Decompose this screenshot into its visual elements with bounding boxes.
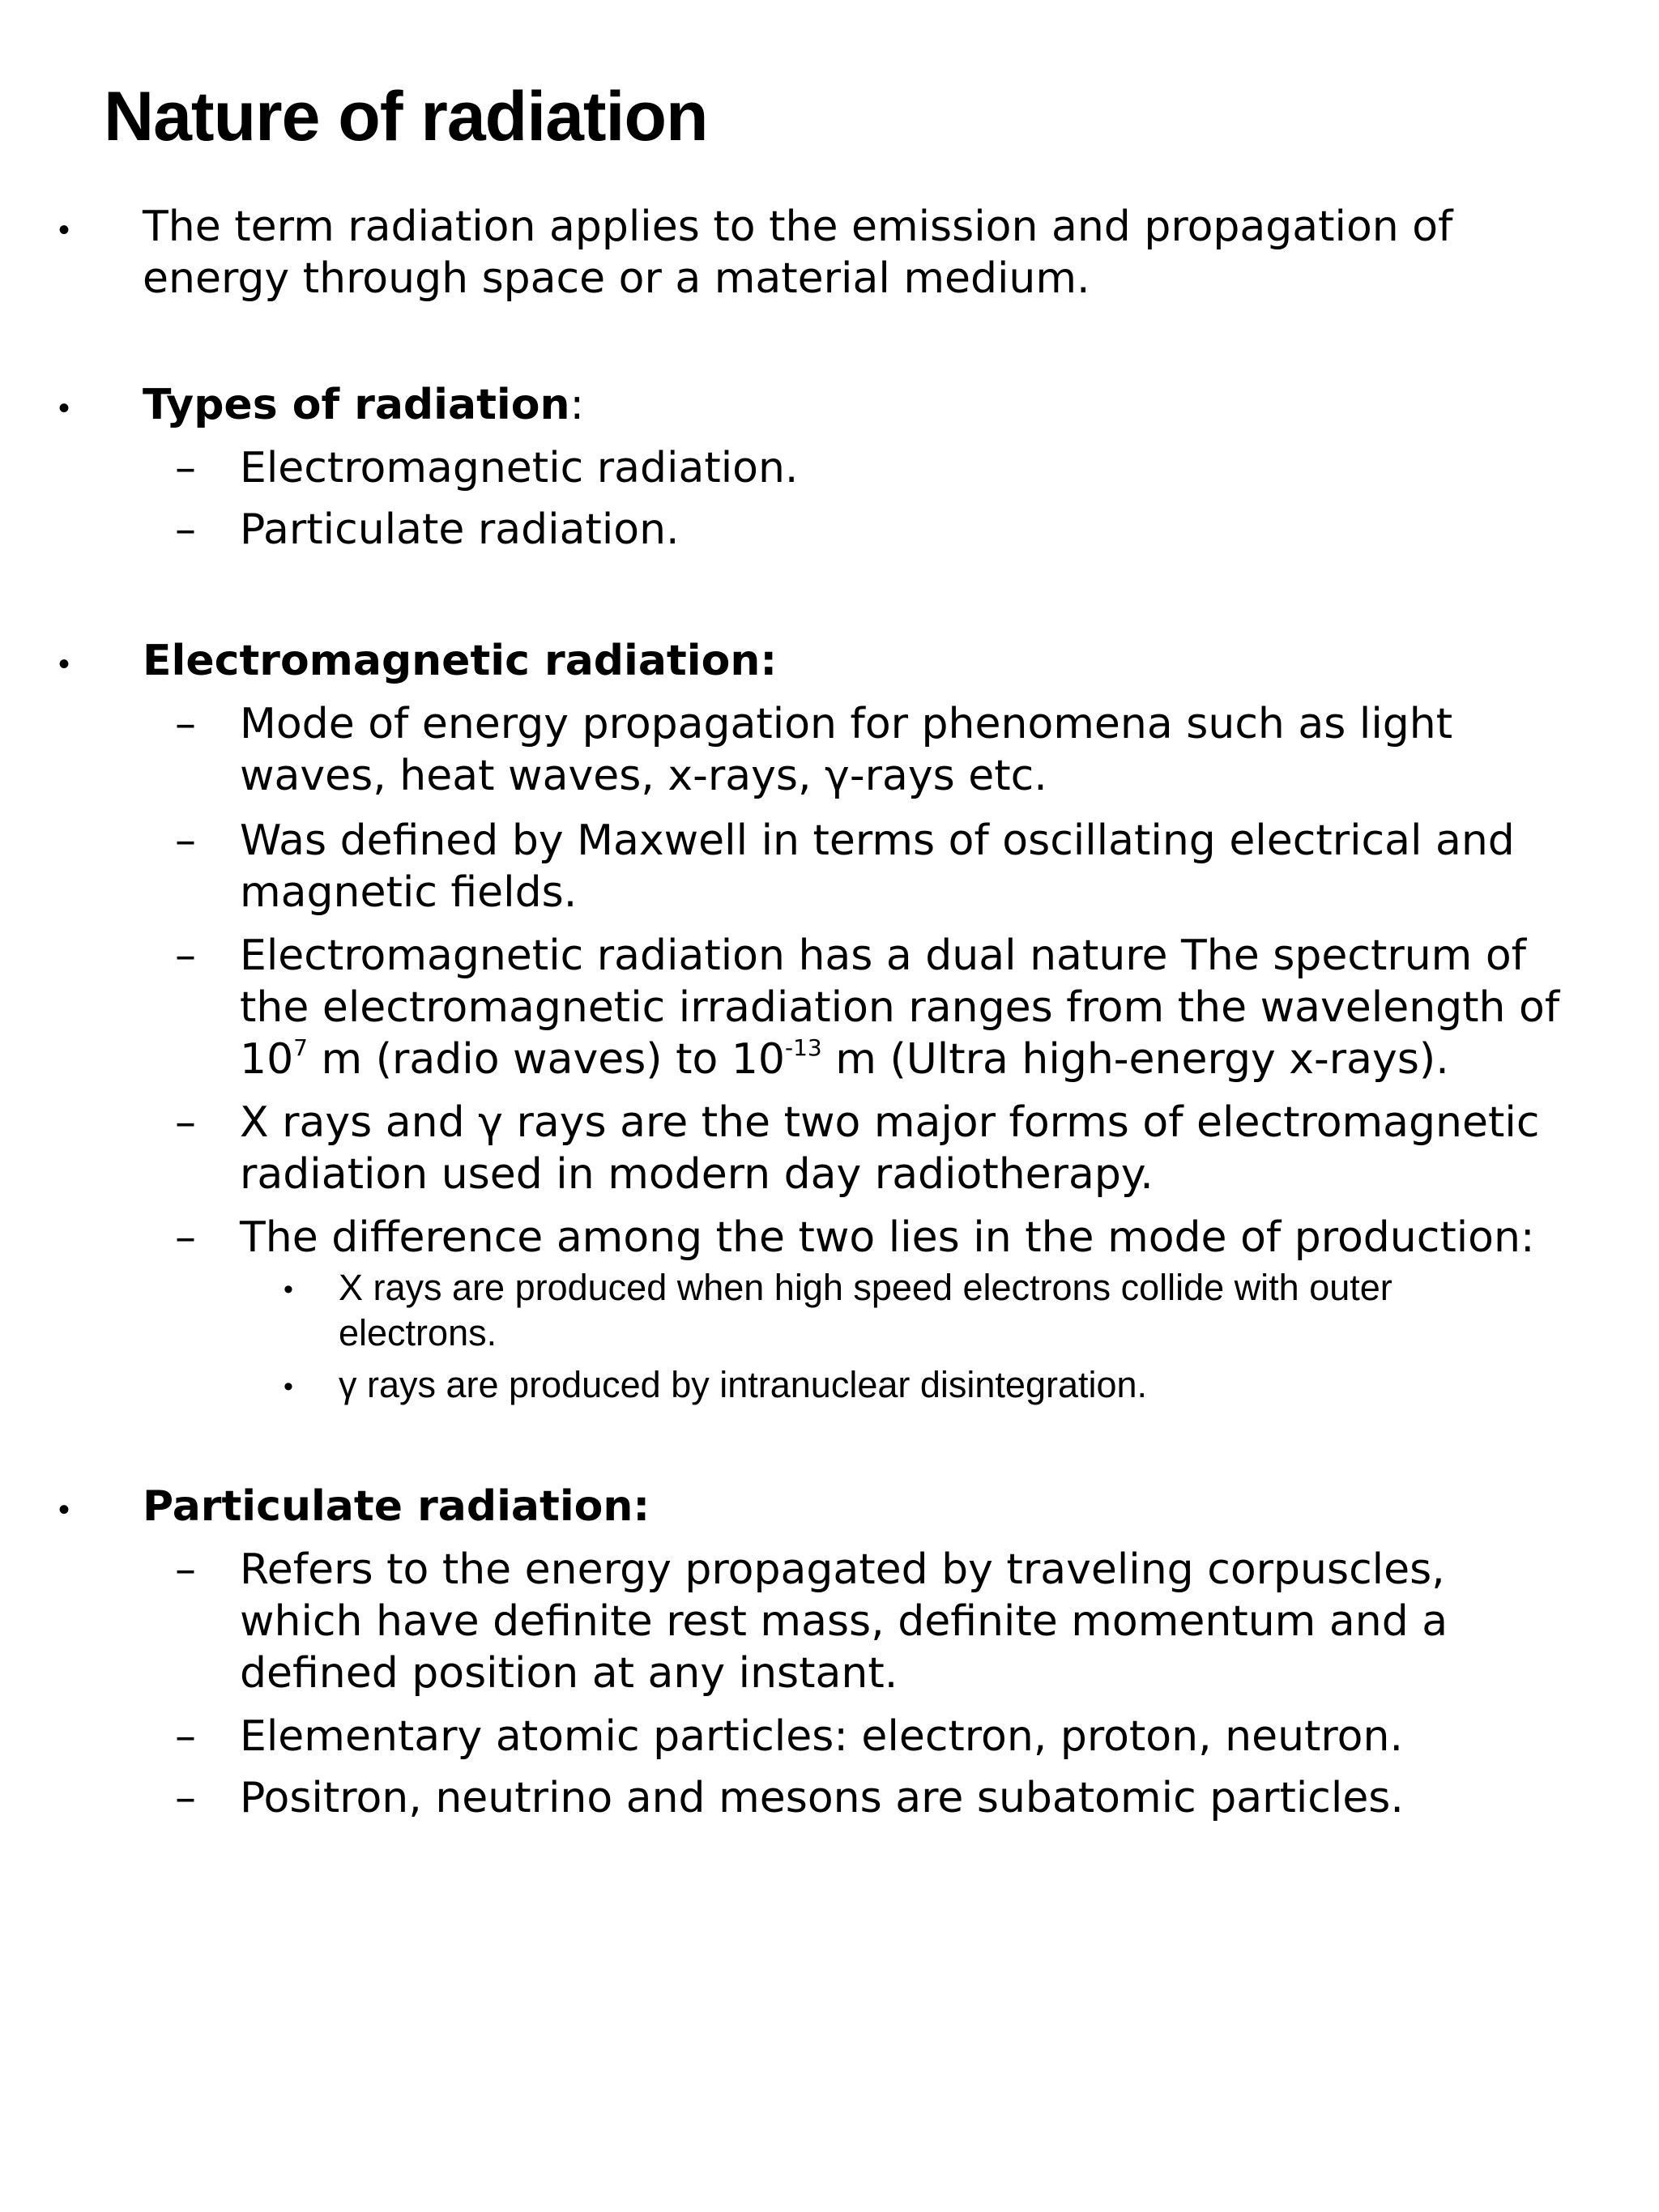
em-p1-line-2: waves, heat waves, x-rays, γ-rays etc. xyxy=(240,752,1047,800)
part-p1-line-2: which have definite rest mass, definite momentum and a xyxy=(240,1597,1448,1646)
intro-line-1: The term radiation applies to the emission and propagation of xyxy=(143,202,1453,251)
em-p5-line-1: The difference among the two lies in the mode of production: xyxy=(240,1213,1535,1262)
page-title: Nature of radiation xyxy=(104,78,708,156)
bullet-marker: • xyxy=(58,646,70,682)
intro-line-2: energy through space or a material medium. xyxy=(143,254,1090,303)
em-p1-line-1: Mode of energy propagation for phenomena such as light xyxy=(240,700,1453,748)
dash-marker: – xyxy=(175,931,196,980)
em-sub1-line-2: electrons. xyxy=(339,1312,497,1353)
types-colon: : xyxy=(569,381,585,429)
part-p3: Positron, neutrino and mesons are subatomic particles. xyxy=(240,1774,1404,1822)
dash-marker: – xyxy=(175,444,196,492)
dash-marker: – xyxy=(175,1712,196,1761)
sub-bullet-marker: • xyxy=(284,1371,293,1402)
types-item-2: Particulate radiation. xyxy=(240,505,680,554)
types-heading: Types of radiation xyxy=(143,381,570,429)
types-item-1: Electromagnetic radiation. xyxy=(240,444,799,492)
dash-marker: – xyxy=(175,816,196,865)
em-sub2-line-1: γ rays are produced by intranuclear disintegration. xyxy=(339,1364,1148,1405)
part-p1-line-3: defined position at any instant. xyxy=(240,1649,898,1698)
part-heading: Particulate radiation: xyxy=(143,1482,650,1531)
em-p3-exponent-1: 7 xyxy=(293,1034,308,1061)
em-p3-end: m (Ultra high-energy x-rays). xyxy=(821,1035,1449,1084)
em-p3-exponent-2: -13 xyxy=(785,1034,822,1061)
em-p3-line-3 xyxy=(240,1034,1449,1085)
dash-marker: – xyxy=(175,1545,196,1594)
sub-bullet-marker: • xyxy=(284,1274,293,1305)
bullet-marker: • xyxy=(58,212,70,248)
em-p3-line-2: the electromagnetic irradiation ranges from the wavelength of xyxy=(240,983,1560,1032)
em-p2-line-1: Was defined by Maxwell in terms of oscillating electrical and xyxy=(240,816,1515,865)
part-p1-line-1: Refers to the energy propagated by traveling corpuscles, xyxy=(240,1545,1445,1594)
em-heading: Electromagnetic radiation: xyxy=(143,637,778,685)
em-p3-line-1: Electromagnetic radiation has a dual nature The spectrum of xyxy=(240,931,1526,980)
dash-marker: – xyxy=(175,1774,196,1822)
dash-marker: – xyxy=(175,1213,196,1262)
part-p2: Elementary atomic particles: electron, proton, neutron. xyxy=(240,1712,1403,1761)
em-sub1-line-1: X rays are produced when high speed electrons collide with outer xyxy=(339,1267,1392,1308)
em-p4-line-2: radiation used in modern day radiotherapy. xyxy=(240,1150,1154,1199)
bullet-marker: • xyxy=(58,1492,70,1528)
bullet-marker: • xyxy=(58,390,70,426)
em-p3-base-1: 10 xyxy=(240,1035,294,1084)
em-p3-mid: m (radio waves) to 10 xyxy=(308,1035,786,1084)
dash-marker: – xyxy=(175,700,196,748)
em-p4-line-1: X rays and γ rays are the two major forms of electromagnetic xyxy=(240,1098,1540,1147)
em-p2-line-2: magnetic fields. xyxy=(240,868,578,917)
dash-marker: – xyxy=(175,505,196,554)
dash-marker: – xyxy=(175,1098,196,1147)
types-heading-line xyxy=(143,379,1625,431)
